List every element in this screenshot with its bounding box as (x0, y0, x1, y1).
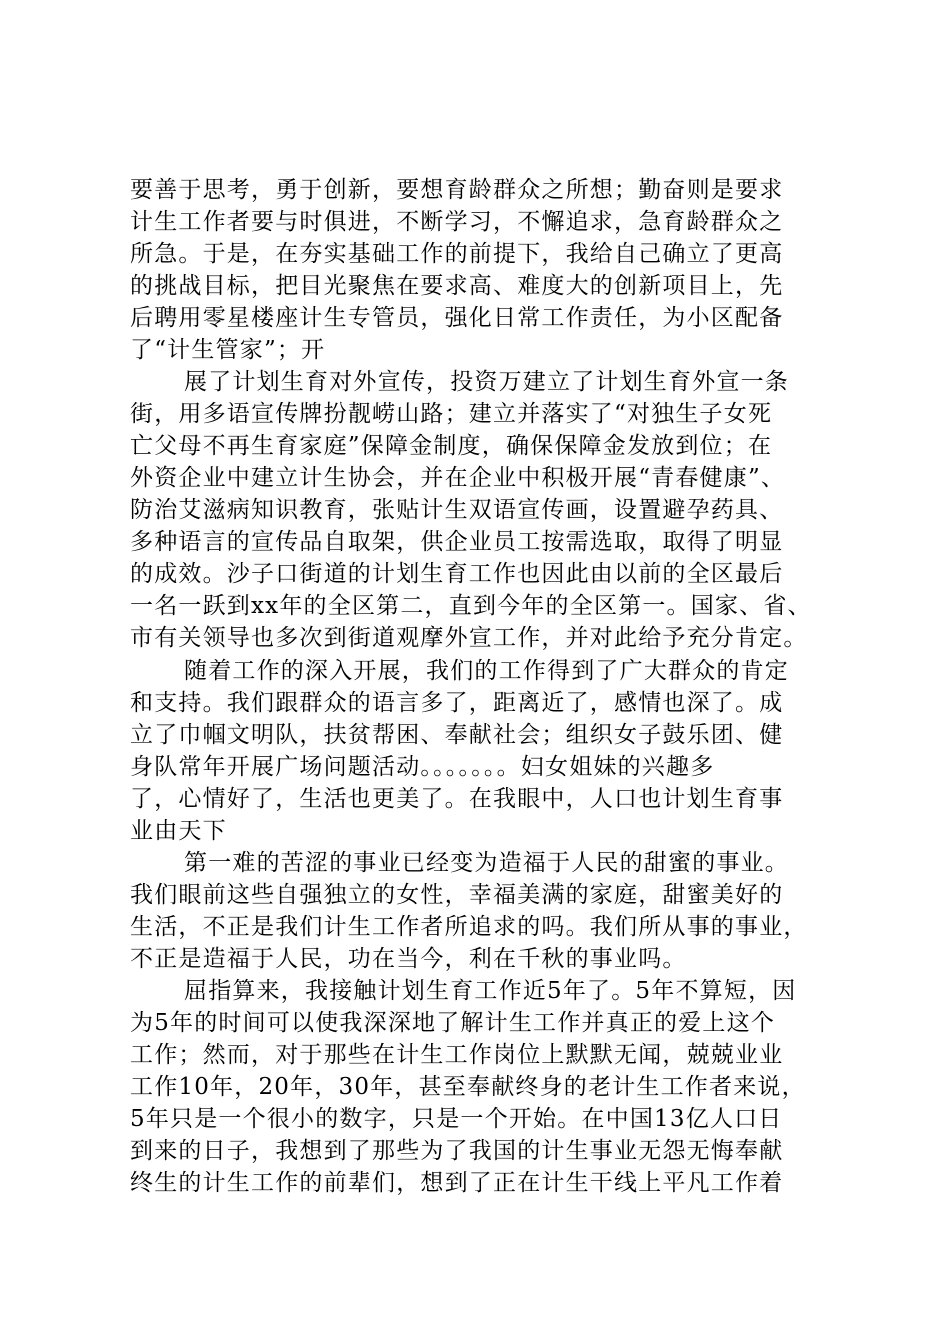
text-line: 和支持。我们跟群众的语言多了，距离近了，感情也深了。成 (130, 690, 784, 716)
text-line: 身队常年开展广场问题活动。。。。。。。妇女姐妹的兴趣多 (130, 754, 715, 780)
text-line: 终生的计生工作的前辈们，想到了正在计生干线上平凡工作着 (130, 1170, 784, 1196)
text-line: 为5年的时间可以使我深深地了解计生工作并真正的爱上这个 (130, 1010, 776, 1036)
paragraph-block-1 (130, 174, 830, 654)
text-line: 随着工作的深入开展，我们的工作得到了广大群众的肯定 (184, 658, 789, 684)
text-line: 业由天下 (130, 818, 227, 844)
text-line: 第一难的苦涩的事业已经变为造福于人民的甜蜜的事业。 (184, 850, 789, 876)
text-line: 防治艾滋病知识教育，张贴计生双语宣传画，设置避孕药具、 (130, 497, 784, 523)
text-line: 多种语言的宣传品自取架，供企业员工按需选取，取得了明显 (130, 529, 784, 555)
text-line: 外资企业中建立计生协会，并在企业中积极开展“青春健康”、 (130, 465, 786, 491)
text-line: 一名一跃到xx年的全区第二，直到今年的全区第一。国家、省、 (130, 593, 812, 619)
text-line: 工作；然而，对于那些在计生工作岗位上默默无闻，兢兢业业 (130, 1042, 784, 1068)
text-line: 5年只是一个很小的数字，只是一个开始。在中国13亿人口日 (130, 1106, 783, 1132)
text-line: 展了计划生育对外宣传，投资万建立了计划生育外宣一条 (184, 369, 789, 395)
text-line: 不正是造福于人民，功在当今，利在千秋的事业吗。 (130, 946, 687, 972)
text-line: 我们眼前这些自强独立的女性，幸福美满的家庭，甜蜜美好的 (130, 882, 784, 908)
text-line: 所急。于是，在夯实基础工作的前提下，我给自己确立了更高 (130, 241, 784, 267)
text-line: 计生工作者要与时俱进，不断学习，不懈追求，急育龄群众之 (130, 209, 784, 235)
text-line: 生活，不正是我们计生工作者所追求的吗。我们所从事的事业， (130, 914, 808, 940)
text-line: 屈指算来，我接触计划生育工作近5年了。5年不算短，因 (184, 978, 797, 1004)
text-line: 到来的日子，我想到了那些为了我国的计生事业无怨无悔奉献 (130, 1138, 784, 1164)
text-line: 工作10年，20年，30年，甚至奉献终身的老计生工作者来说， (130, 1074, 806, 1100)
text-line: 的挑战目标，把目光聚焦在要求高、难度大的创新项目上，先 (130, 273, 784, 299)
text-line: 市有关领导也多次到街道观摩外宣工作，并对此给予充分肯定。 (130, 625, 808, 651)
text-line: 街，用多语宣传牌扮靓崂山路；建立并落实了“对独生子女死 (130, 401, 773, 427)
text-line: 了，心情好了，生活也更美了。在我眼中，人口也计划生育事 (130, 786, 784, 812)
text-line: 亡父母不再生育家庭”保障金制度，确保保障金发放到位；在 (130, 433, 773, 459)
text-line: 了“计生管家”；开 (130, 337, 326, 363)
text-line: 的成效。沙子口街道的计划生育工作也因此由以前的全区最后 (130, 561, 784, 587)
text-line: 立了巾帼文明队，扶贫帮困、奉献社会；组织女子鼓乐团、健 (130, 722, 784, 748)
paragraph-block-2 (130, 655, 830, 1199)
text-line: 后聘用零星楼座计生专管员，强化日常工作责任，为小区配备 (130, 305, 784, 331)
text-line: 要善于思考，勇于创新，要想育龄群众之所想；勤奋则是要求 (130, 177, 784, 203)
